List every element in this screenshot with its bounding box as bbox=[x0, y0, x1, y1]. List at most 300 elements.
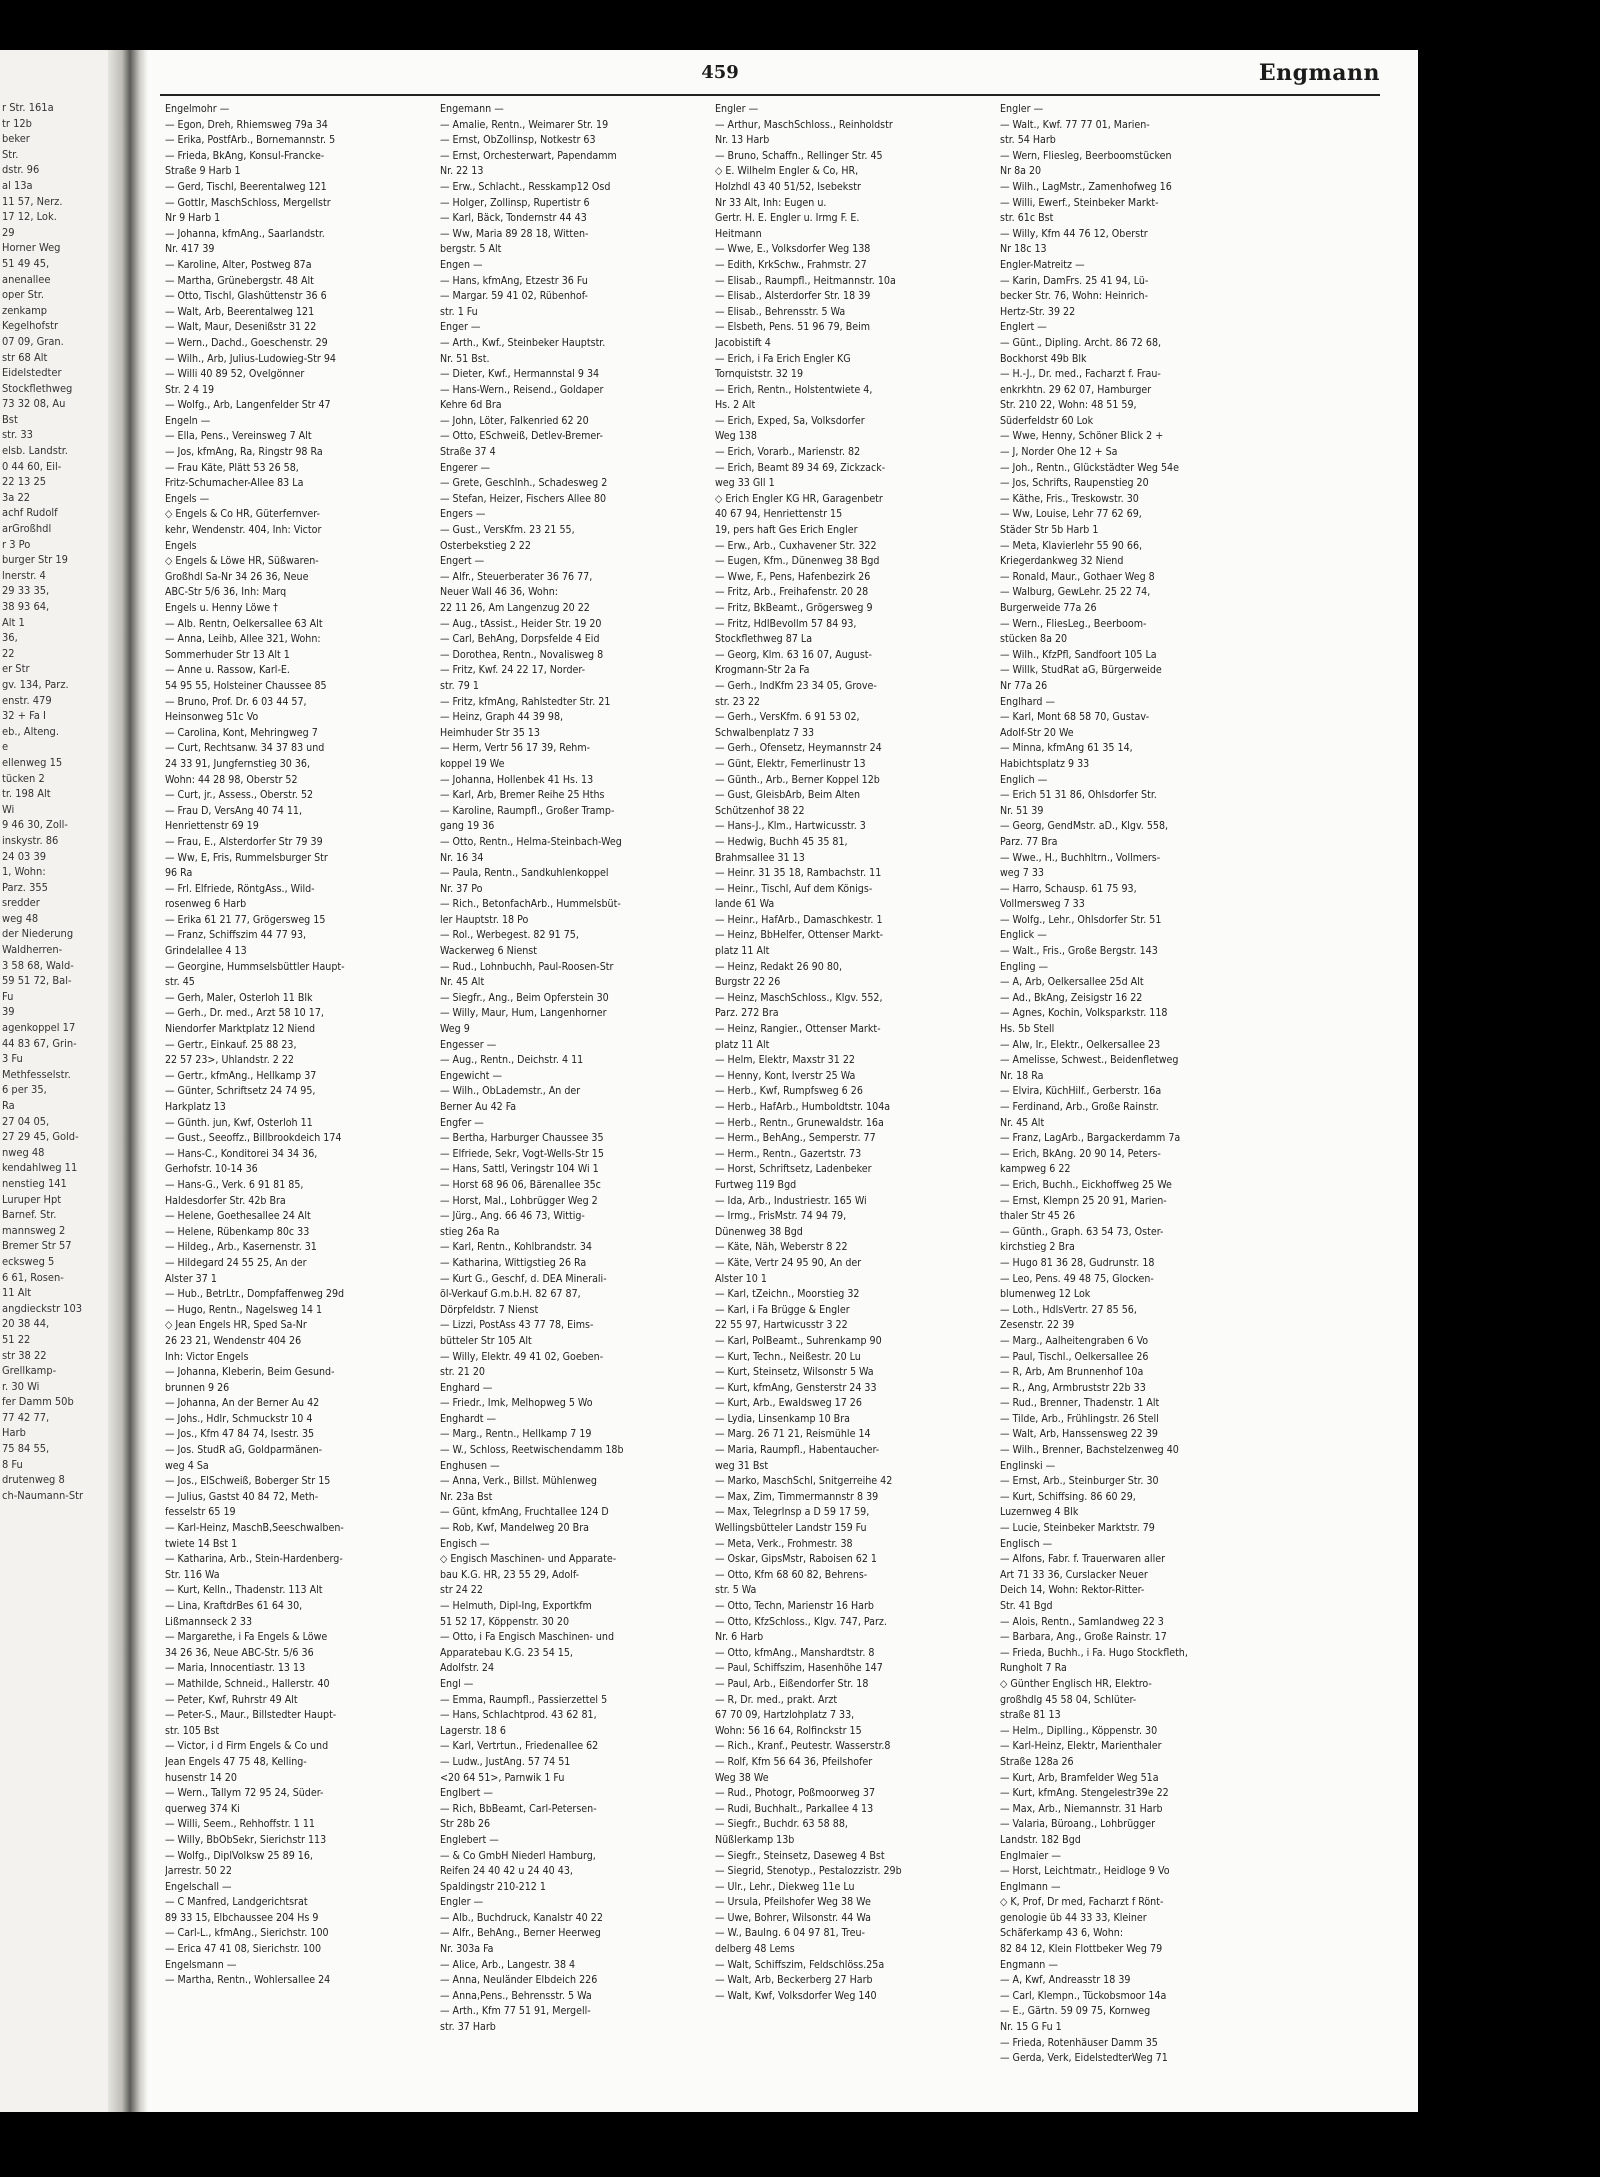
directory-entry: — Wolfg., Lehr., Ohlsdorfer Str. 51 bbox=[1000, 913, 1162, 926]
directory-entry: Dünenweg 38 Bgd bbox=[715, 1225, 803, 1238]
directory-entry: — Walt, Schiffszim, Feldschlöss.25a bbox=[715, 1958, 885, 1971]
directory-entry: Straße 128a 26 bbox=[1000, 1755, 1074, 1768]
directory-entry: Englert — bbox=[1000, 321, 1047, 334]
directory-entry: — Marko, MaschSchl, Snitgerreihe 42 bbox=[715, 1475, 893, 1488]
directory-entry: — Käte, Näh, Weberstr 8 22 bbox=[715, 1241, 848, 1254]
directory-entry: — Walt, Kwf, Volksdorfer Weg 140 bbox=[715, 1989, 877, 2002]
directory-entry: — Heinr. 31 35 18, Rambachstr. 11 bbox=[715, 867, 882, 880]
directory-entry: — Rich, BbBeamt, Carl-Petersen- bbox=[440, 1802, 597, 1815]
directory-entry: 22 55 97, Hartwicusstr 3 22 bbox=[715, 1319, 848, 1332]
directory-entry: — Siegrid, Stenotyp., Pestalozzistr. 29b bbox=[715, 1865, 902, 1878]
directory-entry: — Oskar, GipsMstr, Raboisen 62 1 bbox=[715, 1553, 877, 1566]
directory-entry: Englmaier — bbox=[1000, 1849, 1061, 1862]
directory-entry: — Ernst, Klempn 25 20 91, Marien- bbox=[1000, 1194, 1167, 1207]
directory-entry: — Lina, KraftdrBes 61 64 30, bbox=[165, 1600, 303, 1612]
directory-entry: — Gerh., Dr. med., Arzt 58 10 17, bbox=[165, 1007, 324, 1020]
directory-entry: str. 21 20 bbox=[440, 1366, 485, 1379]
directory-entry: — Elsbeth, Pens. 51 96 79, Beim bbox=[715, 321, 871, 334]
directory-entry: — Erich, i Fa Erich Engler KG bbox=[715, 352, 851, 365]
directory-entry: Engler — bbox=[1000, 103, 1044, 115]
directory-entry: — Walt, Arb, Beckerberg 27 Harb bbox=[715, 1974, 873, 1987]
directory-entry: — Ww, Louise, Lehr 77 62 69, bbox=[1000, 508, 1142, 521]
directory-entry: str. 5 Wa bbox=[715, 1584, 757, 1597]
directory-entry: — Ww, Maria 89 28 18, Witten- bbox=[440, 227, 589, 240]
directory-entry: — Horst, Mal., Lohbrügger Weg 2 bbox=[440, 1194, 598, 1207]
directory-entry: — Johs., Hdlr, Schmuckstr 10 4 bbox=[165, 1412, 313, 1425]
directory-entry: — Frieda, BkAng, Konsul-Francke- bbox=[165, 149, 325, 162]
directory-entry: — Käte, Vertr 24 95 90, An der bbox=[715, 1256, 862, 1269]
directory-entry: — Victor, i d Firm Engels & Co und bbox=[165, 1740, 329, 1753]
directory-entry: Nr. 22 13 bbox=[440, 165, 484, 178]
left-page-line: 27 04 05, bbox=[2, 1114, 50, 1128]
directory-entry: Neuer Wall 46 36, Wohn: bbox=[440, 586, 559, 599]
directory-entry: Schäferkamp 43 6, Wohn: bbox=[1000, 1927, 1124, 1940]
directory-entry: — Max, Zim, Timmermannstr 8 39 bbox=[715, 1490, 879, 1503]
left-page-line: 29 bbox=[2, 225, 15, 239]
directory-entry: Weg 9 bbox=[440, 1023, 470, 1036]
directory-entry: — Carl-L., kfmAng., Sierichstr. 100 bbox=[165, 1927, 329, 1940]
directory-entry: — Helene, Rübenkamp 80c 33 bbox=[165, 1225, 310, 1238]
directory-entry: — Erich 51 31 86, Ohlsdorfer Str. bbox=[1000, 789, 1157, 802]
directory-entry: — Herb., Rentn., Grunewaldstr. 16a bbox=[715, 1116, 884, 1129]
directory-entry: — Loth., HdlsVertr. 27 85 56, bbox=[1000, 1303, 1137, 1316]
directory-entry: — Lucie, Steinbeker Marktstr. 79 bbox=[1000, 1522, 1155, 1535]
directory-entry: — Alfons, Fabr. f. Trauerwaren aller bbox=[1000, 1553, 1166, 1566]
directory-entry: 96 Ra bbox=[165, 867, 193, 880]
directory-entry: — Ida, Arb., Industriestr. 165 Wi bbox=[715, 1194, 867, 1207]
directory-entry: — Georg, Klm. 63 16 07, August- bbox=[715, 648, 872, 661]
directory-entry: Nr. 6 Harb bbox=[715, 1631, 764, 1644]
directory-entry: — Alois, Rentn., Samlandweg 22 3 bbox=[1000, 1615, 1164, 1628]
left-page-line: str 68 Alt bbox=[2, 350, 48, 364]
left-page-line: 44 83 67, Grin- bbox=[2, 1036, 77, 1050]
directory-entry: — Kurt, kfmAng, Gensterstr 24 33 bbox=[715, 1381, 877, 1394]
directory-entry: Hs. 5b Stell bbox=[1000, 1023, 1055, 1036]
directory-entry: Heinsonweg 51c Vo bbox=[165, 711, 259, 724]
scan-border-top bbox=[0, 0, 1600, 50]
directory-entry: Englmann — bbox=[1000, 1880, 1061, 1893]
directory-entry: — Paul, Arb., Eißendorfer Str. 18 bbox=[715, 1677, 869, 1690]
directory-entry: — Alice, Arb., Langestr. 38 4 bbox=[440, 1958, 576, 1971]
directory-entry: — Heinz, Rangier., Ottenser Markt- bbox=[715, 1023, 881, 1036]
left-page-line: tr. 198 Alt bbox=[2, 787, 51, 801]
directory-entry: Engels u. Henny Löwe † bbox=[165, 602, 278, 614]
directory-entry: ABC-Str 5/6 36, Inh: Marq bbox=[165, 586, 287, 599]
directory-entry: Nr 8a 20 bbox=[1000, 165, 1042, 178]
directory-entry: ◇ Günther Englisch HR, Elektro- bbox=[1000, 1677, 1152, 1690]
directory-entry: — Erw., Arb., Cuxhavener Str. 322 bbox=[715, 539, 877, 552]
directory-entry: — Meta, Klavierlehr 55 90 66, bbox=[1000, 539, 1143, 552]
left-page-line: arGroßhdl bbox=[2, 522, 52, 536]
directory-entry: — Gust, GleisbArb, Beim Alten bbox=[715, 789, 861, 802]
directory-entry: Nr. 417 39 bbox=[165, 243, 215, 256]
left-page-line: 77 42 77, bbox=[2, 1410, 50, 1424]
left-page-line: Luruper Hpt bbox=[2, 1192, 62, 1206]
directory-entry: — Willi 40 89 52, Ovelgönner bbox=[165, 368, 305, 381]
directory-entry: — Willi, Seem., Rehhoffstr. 1 11 bbox=[165, 1818, 315, 1831]
left-page-line: Ra bbox=[2, 1099, 15, 1112]
directory-entry: — Rud., Lohnbuchh, Paul-Roosen-Str bbox=[440, 960, 614, 973]
directory-entry: 82 84 12, Klein Flottbeker Weg 79 bbox=[1000, 1943, 1163, 1956]
directory-entry: Wellingsbütteler Landstr 159 Fu bbox=[715, 1522, 867, 1535]
directory-entry: ◇ E. Wilhelm Engler & Co, HR, bbox=[715, 165, 859, 178]
directory-entry: — Max, TelegrInsp a D 59 17 59, bbox=[715, 1506, 870, 1519]
directory-entry: — Ronald, Maur., Gothaer Weg 8 bbox=[1000, 570, 1155, 583]
left-page-line: Barnef. Str. bbox=[2, 1208, 57, 1222]
directory-entry: becker Str. 76, Wohn: Heinrich- bbox=[1000, 290, 1149, 303]
left-page-line: dstr. 96 bbox=[2, 163, 40, 177]
left-page-line: 17 12, Lok. bbox=[2, 210, 57, 224]
left-page-line: 27 29 45, Gold- bbox=[2, 1130, 79, 1144]
left-page-line: e bbox=[2, 740, 9, 754]
directory-entry: — Hans-G., Verk. 6 91 81 85, bbox=[165, 1178, 304, 1191]
directory-entry: — Gertr., Einkauf. 25 88 23, bbox=[165, 1038, 297, 1051]
directory-entry: — Hub., BetrLtr., Dompfaffenweg 29d bbox=[165, 1288, 345, 1301]
directory-entry: — Arth., Kwf., Steinbeker Hauptstr. bbox=[440, 336, 606, 349]
left-page-line: 3 Fu bbox=[2, 1052, 23, 1066]
directory-entry: Wackerweg 6 Nienst bbox=[440, 945, 537, 958]
directory-entry: — Gust., VersKfm. 23 21 55, bbox=[440, 524, 575, 537]
directory-entry: — Günt, kfmAng, Fruchtallee 124 D bbox=[440, 1506, 609, 1519]
left-page-line: 11 57, Nerz. bbox=[2, 194, 63, 208]
directory-entry: — Margar. 59 41 02, Rübenhof- bbox=[440, 290, 588, 303]
directory-entry: — Willi, Ewerf., Steinbeker Markt- bbox=[1000, 196, 1159, 209]
directory-entry: — Horst, Schriftsetz, Ladenbeker bbox=[715, 1163, 872, 1176]
directory-entry: — Siegfr., Buchdr. 63 58 88, bbox=[715, 1818, 848, 1831]
directory-entry: — Jos, kfmAng, Ra, Ringstr 98 Ra bbox=[165, 446, 323, 459]
directory-entry: — Jürg., Ang. 66 46 73, Wittig- bbox=[440, 1210, 585, 1223]
directory-entry: — R, Dr. med., prakt. Arzt bbox=[715, 1693, 838, 1706]
directory-entry: Engmann — bbox=[1000, 1958, 1058, 1971]
left-page-line: Wi bbox=[2, 802, 15, 816]
left-page-line: beker bbox=[2, 132, 30, 146]
directory-entry: Deich 14, Wohn: Rektor-Ritter- bbox=[1000, 1584, 1145, 1597]
directory-entry: — Walburg, GewLehr. 25 22 74, bbox=[1000, 586, 1151, 599]
left-page-line: 22 13 25 bbox=[2, 475, 47, 489]
directory-entry: Englisch — bbox=[1000, 1537, 1053, 1550]
directory-entry: Engler — bbox=[440, 1896, 484, 1909]
directory-entry: — Tilde, Arb., Frühlingstr. 26 Stell bbox=[1000, 1412, 1159, 1425]
directory-entry: — Bertha, Harburger Chaussee 35 bbox=[440, 1132, 604, 1145]
directory-entry: — Willy, BbObSekr, Sierichstr 113 bbox=[165, 1833, 327, 1846]
directory-entry: — Käthe, Fris., Treskowstr. 30 bbox=[1000, 492, 1139, 505]
left-page-line: Parz. 355 bbox=[2, 880, 48, 894]
directory-entry: Nr 77a 26 bbox=[1000, 679, 1048, 692]
directory-entry: bergstr. 5 Alt bbox=[440, 243, 502, 256]
left-page-line: 24 03 39 bbox=[2, 849, 47, 863]
directory-entry: Gerhofstr. 10-14 36 bbox=[165, 1163, 258, 1176]
directory-entry: — Hugo, Rentn., Nagelsweg 14 1 bbox=[165, 1303, 323, 1316]
directory-entry: straße 81 13 bbox=[1000, 1709, 1061, 1722]
directory-entry: — Bruno, Prof. Dr. 6 03 44 57, bbox=[165, 695, 307, 708]
directory-entry: — Kurt, Schiffsing. 86 60 29, bbox=[1000, 1490, 1136, 1503]
directory-entry: platz 11 Alt bbox=[715, 945, 770, 958]
directory-entry: Gertr. H. E. Engler u. Irmg F. E. bbox=[715, 212, 860, 225]
directory-entry: — Wern., Dachd., Goeschenstr. 29 bbox=[165, 336, 328, 349]
directory-entry: Alster 37 1 bbox=[165, 1272, 217, 1285]
directory-entry: Zesenstr. 22 39 bbox=[1000, 1319, 1075, 1332]
directory-entry: — Jos., ElSchweiß, Boberger Str 15 bbox=[165, 1475, 331, 1488]
directory-entry: Weg 38 We bbox=[715, 1771, 769, 1784]
directory-entry: Engesser — bbox=[440, 1038, 497, 1051]
directory-entry: Rungholt 7 Ra bbox=[1000, 1662, 1067, 1675]
directory-entry: Furtweg 119 Bgd bbox=[715, 1178, 797, 1191]
directory-entry: — Alfr., BehAng., Berner Heerweg bbox=[440, 1927, 601, 1940]
directory-entry: — Bruno, Schaffn., Rellinger Str. 45 bbox=[715, 149, 883, 162]
directory-entry: — Karl-Heinz, Elektr, Marienthaler bbox=[1000, 1740, 1162, 1753]
directory-entry: Heimhuder Str 35 13 bbox=[440, 726, 540, 739]
left-page-line: Eidelstedter bbox=[2, 366, 62, 380]
left-page-line: Waldherren- bbox=[2, 943, 63, 957]
left-page-line: Fu bbox=[2, 989, 14, 1003]
directory-entry: Brahmsallee 31 13 bbox=[715, 851, 805, 864]
directory-entry: Nr. 37 Po bbox=[440, 882, 483, 895]
directory-entry: Luzernweg 4 Blk bbox=[1000, 1506, 1079, 1519]
directory-entry: — Jos, Schrifts, Raupenstieg 20 bbox=[1000, 477, 1149, 490]
left-page-line: al 13a bbox=[2, 178, 33, 192]
directory-entry: — Heinr., Tischl, Auf dem Königs- bbox=[715, 882, 873, 895]
left-page-line: 73 32 08, Au bbox=[2, 397, 66, 411]
directory-entry: Sommerhuder Str 13 Alt 1 bbox=[165, 648, 290, 661]
directory-entry: Nr. 51 39 bbox=[1000, 804, 1044, 817]
directory-entry: — Otto, Kfm 68 60 82, Behrens- bbox=[715, 1568, 868, 1581]
left-page-line: lnerstr. 4 bbox=[2, 568, 46, 582]
directory-entry: kampweg 6 22 bbox=[1000, 1163, 1071, 1176]
directory-entry: — Eugen, Kfm., Dünenweg 38 Bgd bbox=[715, 555, 880, 568]
directory-entry: — Frieda, Rotenhäuser Damm 35 bbox=[1000, 2036, 1158, 2049]
directory-entry: — Elisab., Raumpfl., Heitmannstr. 10a bbox=[715, 274, 896, 287]
directory-entry: — Georgine, Hummselsbüttler Haupt- bbox=[165, 960, 345, 973]
directory-entry: — R., Ang, Armbruststr 22b 33 bbox=[1000, 1381, 1146, 1394]
directory-entry: Burgstr 22 26 bbox=[715, 976, 781, 989]
directory-entry: — Herm, Vertr 56 17 39, Rehm- bbox=[440, 742, 591, 755]
directory-entry: — Erich, Exped, Sa, Volksdorfer bbox=[715, 414, 865, 427]
directory-entry: weg 33 Gll 1 bbox=[715, 477, 775, 490]
directory-entry: — Agnes, Kochin, Volksparkstr. 118 bbox=[1000, 1007, 1168, 1020]
directory-entry: Engels bbox=[165, 539, 197, 552]
directory-entry: Engers — bbox=[440, 508, 486, 521]
directory-entry: stücken 8a 20 bbox=[1000, 633, 1068, 646]
directory-entry: — Rudi, Buchhalt., Parkallee 4 13 bbox=[715, 1802, 874, 1815]
directory-entry: Lißmannseck 2 33 bbox=[165, 1615, 253, 1628]
directory-entry: — Carolina, Kont, Mehringweg 7 bbox=[165, 726, 318, 739]
directory-entry: — Gerh, Maler, Osterloh 11 Blk bbox=[165, 991, 313, 1004]
directory-entry: — Harro, Schausp. 61 75 93, bbox=[1000, 882, 1137, 895]
left-page-line: 6 per 35, bbox=[2, 1083, 47, 1097]
directory-entry: — Wilh., LagMstr., Zamenhofweg 16 bbox=[1000, 180, 1172, 193]
directory-entry: — Ulr., Lehr., Diekweg 11e Lu bbox=[715, 1880, 855, 1893]
directory-entry: — Minna, kfmAng 61 35 14, bbox=[1000, 742, 1133, 755]
left-page-fragment bbox=[0, 50, 118, 2112]
directory-entry: — Heinr., HafArb., Damaschkestr. 1 bbox=[715, 913, 883, 926]
directory-entry: — Wern, Fliesleg, Beerboomstücken bbox=[1000, 149, 1172, 162]
directory-entry: — Wern., FliesLeg., Beerboom- bbox=[1000, 617, 1147, 630]
directory-entry: Englhard — bbox=[1000, 695, 1055, 708]
directory-entry: — H.-J., Dr. med., Facharzt f. Frau- bbox=[1000, 368, 1161, 381]
directory-entry: — Dorothea, Rentn., Novalisweg 8 bbox=[440, 648, 604, 661]
directory-entry: Englich — bbox=[1000, 773, 1048, 786]
directory-entry: — Frl. Elfriede, RöntgAss., Wild- bbox=[165, 882, 315, 895]
directory-entry: ler Hauptstr. 18 Po bbox=[440, 913, 529, 926]
directory-entry: — Walt., Kwf. 77 77 01, Marien- bbox=[1000, 118, 1150, 131]
directory-entry: — Kurt, Kelln., Thadenstr. 113 Alt bbox=[165, 1584, 323, 1597]
directory-entry: — C Manfred, Landgerichtsrat bbox=[165, 1896, 308, 1909]
directory-entry: — Otto, Tischl, Glashüttenstr 36 6 bbox=[165, 290, 327, 303]
directory-entry: — Otto, KfzSchloss., Klgv. 747, Parz. bbox=[715, 1615, 887, 1628]
directory-entry: — Willy, Elektr. 49 41 02, Goeben- bbox=[440, 1350, 604, 1363]
left-page-line: 11 Alt bbox=[2, 1286, 32, 1300]
directory-entry: — Marg., Aalheitengraben 6 Vo bbox=[1000, 1334, 1149, 1347]
left-page-line: 0 44 60, Eil- bbox=[2, 459, 62, 473]
directory-entry: 24 33 91, Jungfernstieg 30 36, bbox=[165, 757, 311, 770]
directory-entry: Wohn: 44 28 98, Oberstr 52 bbox=[165, 773, 298, 786]
left-page-line: nweg 48 bbox=[2, 1145, 45, 1159]
directory-entry: — E., Gärtn. 59 09 75, Kornweg bbox=[1000, 2005, 1151, 2018]
left-page-line: Stockflethweg bbox=[2, 381, 73, 395]
directory-entry: — Kurt G., Geschf, d. DEA Minerali- bbox=[440, 1272, 607, 1285]
directory-entry: — Karl, tZeichn., Moorstieg 32 bbox=[715, 1288, 860, 1301]
directory-entry: — Hans-C., Konditorei 34 34 36, bbox=[165, 1147, 318, 1160]
directory-entry: — Ernst, Arb., Steinburger Str. 30 bbox=[1000, 1475, 1159, 1488]
directory-entry: — Wwe., H., Buchhltrn., Vollmers- bbox=[1000, 851, 1161, 864]
directory-entry: Nr. 15 G Fu 1 bbox=[1000, 2021, 1062, 2034]
left-page-line: angdieckstr 103 bbox=[2, 1301, 83, 1315]
directory-entry: Nr. 45 Alt bbox=[440, 976, 485, 989]
directory-entry: — Rolf, Kfm 56 64 36, Pfeilshofer bbox=[715, 1755, 873, 1768]
directory-entry: — Franz, LagArb., Bargackerdamm 7a bbox=[1000, 1132, 1181, 1145]
directory-entry: — Arth., Kfm 77 51 91, Mergell- bbox=[440, 2005, 591, 2018]
directory-entry: — Heinz, Graph 44 39 98, bbox=[440, 711, 564, 724]
directory-entry: — Barbara, Ang., Große Rainstr. 17 bbox=[1000, 1631, 1167, 1644]
directory-entry: — Lydia, Linsenkamp 10 Bra bbox=[715, 1412, 850, 1425]
header-rule bbox=[160, 94, 1380, 96]
directory-entry: Englick — bbox=[1000, 929, 1047, 942]
directory-entry: weg 31 Bst bbox=[715, 1459, 769, 1472]
directory-entry: — Frau, E., Alsterdorfer Str 79 39 bbox=[165, 835, 323, 848]
directory-entry: Adolfstr. 24 bbox=[440, 1662, 495, 1675]
directory-entry: — Gerda, Verk, EidelstedterWeg 71 bbox=[1000, 2052, 1168, 2065]
directory-entry: Apparatebau K.G. 23 54 15, bbox=[440, 1646, 573, 1659]
directory-entry: Landstr. 182 Bgd bbox=[1000, 1833, 1081, 1846]
directory-entry: — Rich., BetonfachArb., Hummelsbüt- bbox=[440, 898, 621, 911]
directory-entry: delberg 48 Lems bbox=[715, 1943, 795, 1956]
directory-entry: gang 19 36 bbox=[440, 820, 495, 833]
directory-entry: — Wolfg., Arb, Langenfelder Str 47 bbox=[165, 399, 331, 412]
directory-entry: Nr. 303a Fa bbox=[440, 1943, 494, 1956]
directory-entry: Engelmohr — bbox=[165, 103, 230, 115]
directory-entry: Niendorfer Marktplatz 12 Niend bbox=[165, 1023, 316, 1036]
directory-entry: thaler Str 45 26 bbox=[1000, 1210, 1076, 1223]
directory-entry: Henriettenstr 69 19 bbox=[165, 820, 259, 833]
directory-entry: — Fritz, Kwf. 24 22 17, Norder- bbox=[440, 664, 586, 677]
directory-entry: Jarrestr. 50 22 bbox=[165, 1865, 232, 1878]
directory-entry: Str. 210 22, Wohn: 48 51 59, bbox=[1000, 399, 1137, 412]
directory-entry: — Hans, Schlachtprod. 43 62 81, bbox=[440, 1709, 597, 1722]
directory-entry: str. 1 Fu bbox=[440, 305, 478, 318]
directory-entry: — Wwe, E., Volksdorfer Weg 138 bbox=[715, 243, 871, 256]
directory-entry: — Hans, kfmAng, Etzestr 36 Fu bbox=[440, 274, 588, 287]
directory-entry: 22 57 23>, Uhlandstr. 2 22 bbox=[165, 1054, 294, 1067]
left-page-line: Methfesselstr. bbox=[2, 1067, 71, 1081]
directory-entry: — Helm, Elektr, Maxstr 31 22 bbox=[715, 1054, 855, 1067]
directory-column-2 bbox=[440, 102, 690, 2036]
directory-entry: Stockflethweg 87 La bbox=[715, 633, 813, 646]
directory-entry: str. 54 Harb bbox=[1000, 134, 1056, 147]
directory-entry: Engelschall — bbox=[165, 1880, 232, 1893]
directory-entry: — Helmuth, Dipl-Ing, Exportkfm bbox=[440, 1600, 592, 1612]
directory-entry: — Curt, jr., Assess., Oberstr. 52 bbox=[165, 789, 314, 802]
directory-entry: Str 28b 26 bbox=[440, 1818, 491, 1831]
directory-entry: weg 7 33 bbox=[1000, 867, 1044, 880]
left-page-line: str 38 22 bbox=[2, 1348, 47, 1362]
left-page-line: Alt 1 bbox=[2, 615, 25, 629]
left-page-line: oper Str. bbox=[2, 288, 44, 302]
left-page-line: Grellkamp- bbox=[2, 1364, 57, 1378]
directory-entry: — Walt, Arb, Beerentalweg 121 bbox=[165, 305, 315, 318]
directory-entry: Nr. 23a Bst bbox=[440, 1490, 493, 1503]
directory-entry: — Julius, Gastst 40 84 72, Meth- bbox=[165, 1490, 319, 1503]
directory-entry: — Otto, Rentn., Helma-Steinbach-Weg bbox=[440, 835, 622, 848]
directory-entry: Großhdl Sa-Nr 34 26 36, Neue bbox=[165, 570, 309, 583]
left-page-line: 29 33 35, bbox=[2, 584, 50, 598]
directory-entry: — Peter-S., Maur., Billstedter Haupt- bbox=[165, 1709, 337, 1722]
directory-entry: lande 61 Wa bbox=[715, 898, 775, 911]
directory-entry: Süderfeldstr 60 Lok bbox=[1000, 414, 1094, 427]
left-page-line: 6 61, Rosen- bbox=[2, 1270, 64, 1284]
directory-entry: — Erich, Beamt 89 34 69, Zickzack- bbox=[715, 461, 886, 474]
left-page-line: enstr. 479 bbox=[2, 693, 52, 707]
directory-entry: Weg 138 bbox=[715, 430, 757, 443]
left-page-line: Horner Weg bbox=[2, 241, 61, 255]
directory-entry: — Karin, DamFrs. 25 41 94, Lü- bbox=[1000, 274, 1149, 287]
directory-entry: — Ella, Pens., Vereinsweg 7 Alt bbox=[165, 430, 312, 443]
book-gutter bbox=[108, 50, 148, 2112]
directory-entry: — John, Löter, Falkenried 62 20 bbox=[440, 414, 589, 427]
directory-entry: fesselstr 65 19 bbox=[165, 1506, 236, 1519]
left-page-line: agenkoppel 17 bbox=[2, 1021, 76, 1035]
directory-entry: — Gertr., kfmAng., Hellkamp 37 bbox=[165, 1069, 317, 1082]
directory-entry: Nüßlerkamp 13b bbox=[715, 1833, 795, 1846]
directory-entry: — Maria, Raumpfl., Habentaucher- bbox=[715, 1444, 880, 1457]
running-head: Engmann bbox=[1258, 60, 1380, 86]
directory-entry: Str. 116 Wa bbox=[165, 1568, 220, 1581]
directory-entry: — Paul, Tischl., Oelkersallee 26 bbox=[1000, 1350, 1149, 1363]
directory-entry: — Gerh., VersKfm. 6 91 53 02, bbox=[715, 711, 860, 724]
directory-entry: Enghard — bbox=[440, 1381, 493, 1394]
directory-entry: — Ww, E, Fris, Rummelsburger Str bbox=[165, 851, 328, 864]
directory-entry: Engelsmann — bbox=[165, 1958, 237, 1971]
directory-entry: Habichtsplatz 9 33 bbox=[1000, 757, 1090, 770]
directory-entry: — Dieter, Kwf., Hermannstal 9 34 bbox=[440, 368, 600, 381]
directory-entry: Jean Engels 47 75 48, Kelling- bbox=[165, 1755, 307, 1768]
directory-entry: — Gust., Seeoffz., Billbrookdeich 174 bbox=[165, 1132, 342, 1145]
directory-entry: — Ludw., JustAng. 57 74 51 bbox=[440, 1755, 571, 1768]
directory-entry: — Hildegard 24 55 25, An der bbox=[165, 1256, 307, 1269]
directory-entry: — Karl, i Fa Brügge & Engler bbox=[715, 1303, 850, 1316]
directory-entry: — Rud., Brenner, Thadenstr. 1 Alt bbox=[1000, 1397, 1160, 1410]
directory-entry: Hs. 2 Alt bbox=[715, 399, 756, 412]
left-page-line: tr 12b bbox=[2, 116, 32, 130]
left-page-line: 8 Fu bbox=[2, 1457, 23, 1471]
directory-entry: — Kurt, kfmAng. Stengelestr39e 22 bbox=[1000, 1787, 1169, 1800]
directory-entry: — Karl, Bäck, Tondernstr 44 43 bbox=[440, 212, 587, 225]
left-page-line: weg 48 bbox=[2, 911, 39, 925]
directory-entry: — Ad., BkAng, Zeisigstr 16 22 bbox=[1000, 991, 1143, 1004]
left-page-line: burger Str 19 bbox=[2, 553, 68, 567]
directory-entry: — Max, Arb., Niemannstr. 31 Harb bbox=[1000, 1802, 1163, 1815]
directory-entry: — Stefan, Heizer, Fischers Allee 80 bbox=[440, 492, 607, 505]
directory-entry: — Marg. 26 71 21, Reismühle 14 bbox=[715, 1428, 871, 1441]
